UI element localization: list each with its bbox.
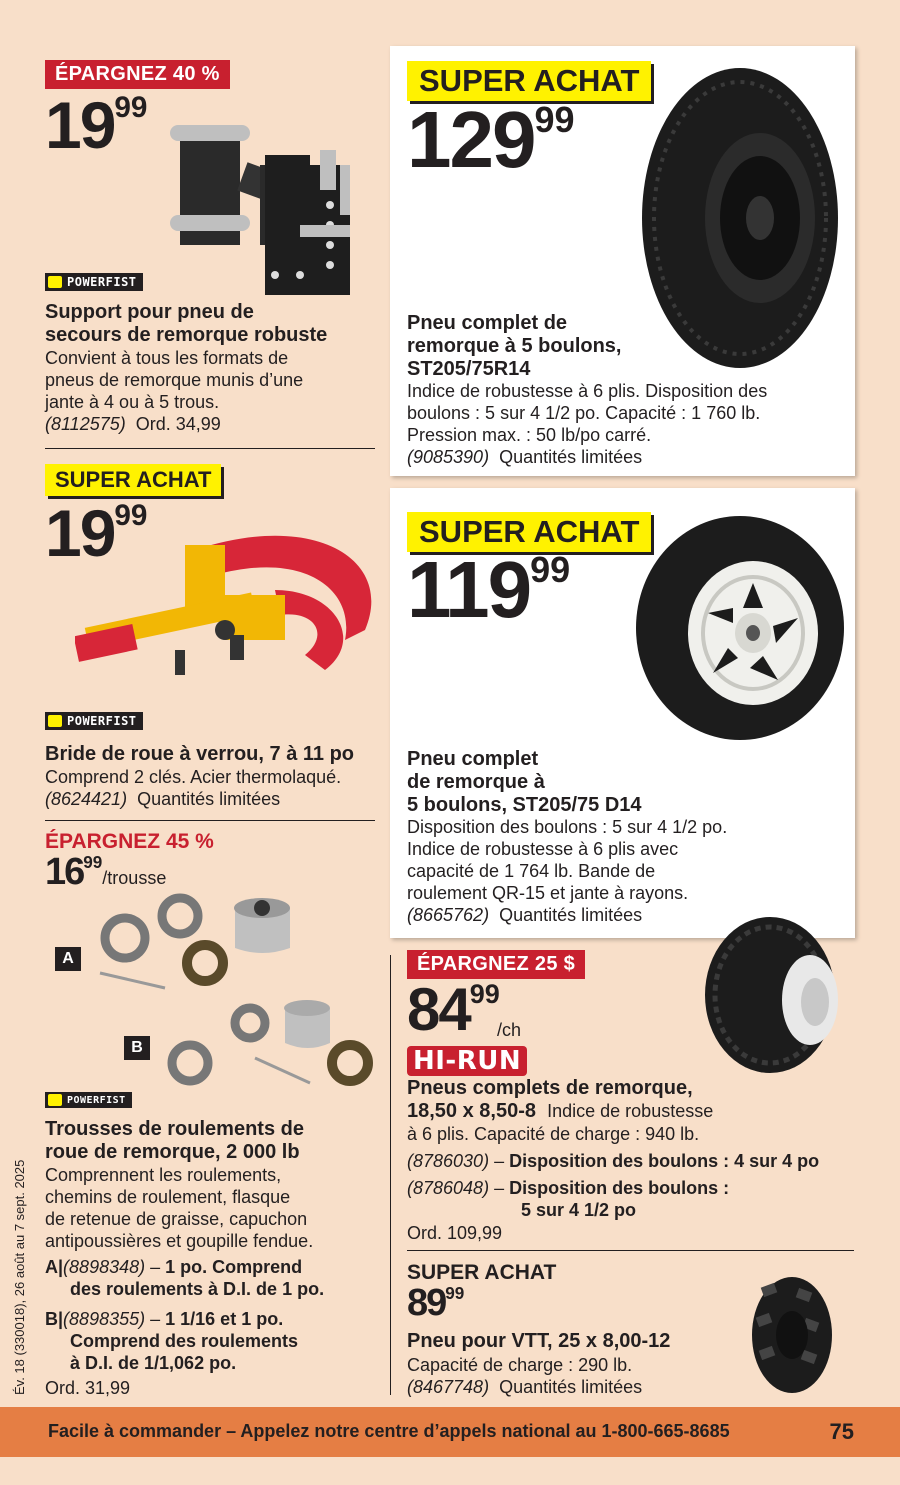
bearing-kits-image xyxy=(90,888,380,1098)
product-description: Comprend 2 clés. Acier thermolaqué. (8624421) Quantités limitées xyxy=(45,767,342,809)
regular-price: Ord. 31,99 xyxy=(45,1378,131,1398)
savings-text: ÉPARGNEZ 45 % xyxy=(45,830,214,853)
product-title: Pneus complets de remorque, 18,50 x 8,50-8 Indice de robustesse xyxy=(407,1077,714,1122)
price: $84^{99}$ xyxy=(407,976,500,1043)
product-title: Pneu pour VTT, 25 x 8,00-12 xyxy=(407,1330,671,1352)
divider xyxy=(407,1250,854,1251)
product-title: Pneu complet de remorque à 5 boulons, ST205/75R14 xyxy=(407,312,622,380)
product-title: Bride de roue à verrou, 7 à 11 po xyxy=(45,743,355,765)
product-description: Disposition des boulons : 5 sur 4 1/2 po. Indice de robustesse à 6 plis avec capacité de 1 764 lb. Bande de roulement QR-15 et jante à rayons. (8665762) Quantités limitées xyxy=(407,817,728,925)
product-description: Comprennent les roulements, chemins de roulement, flasque de retenue de graisse, capuchon antipoussières et goupille fendue. xyxy=(45,1165,314,1251)
sku: (8665762) xyxy=(407,905,490,925)
price: $129^{99}$ xyxy=(407,95,575,184)
availability-note: Quantités limitées xyxy=(499,447,643,467)
product-title: Support pour pneu de secours de remorque robuste xyxy=(45,301,328,346)
product-title: Trousses de roulements de roue de remorque, 2 000 lb xyxy=(45,1118,304,1163)
trailer-tire-spoke-image xyxy=(628,508,850,748)
super-buy-text: SUPER ACHAT xyxy=(407,1261,557,1284)
price: $19^{99}$ xyxy=(45,88,148,162)
brand-logo-powerfist: POWERFIST xyxy=(45,1092,132,1108)
product-description: Indice de robustesse à 6 plis. Disposition des boulons : 5 sur 4 1/2 po. Capacité : 1 760 lb. Pression max. : 50 lb/po carré. (9085390) Quantités limitées xyxy=(407,381,768,467)
availability-note: Quantités limitées xyxy=(499,905,643,925)
super-buy-badge: SUPER ACHAT xyxy=(407,512,651,552)
brand-icon xyxy=(48,276,62,288)
sku: (8112575) xyxy=(45,414,126,434)
price: $119^{99}$ xyxy=(407,545,571,634)
footer-bar xyxy=(0,1407,900,1457)
super-buy-badge: SUPER ACHAT xyxy=(407,61,651,101)
savings-badge: ÉPARGNEZ 40 % xyxy=(45,60,230,89)
price-unit: /ch xyxy=(497,1020,522,1040)
product-description: Convient à tous les formats de pneus de remorque munis d’une jante à 4 ou à 5 trous. (8112575) Ord. 34,99 xyxy=(45,348,304,434)
bolt-option-1: (8786030) – Disposition des boulons : 4 sur 4 po xyxy=(407,1151,820,1171)
page-number: 75 xyxy=(829,1419,854,1444)
utility-tire-image xyxy=(700,910,850,1080)
footer-phone-text: Facile à commander – Appelez notre centre d’appels national au 1-800-665-8685 xyxy=(48,1421,730,1441)
event-note: Év. 18 (330018), 26 août au 7 sept. 2025 xyxy=(12,1159,27,1395)
column-divider xyxy=(390,955,391,1395)
regular-price: Ord. 34,99 xyxy=(135,414,221,434)
sku: (8624421) xyxy=(45,789,128,809)
regular-price: Ord. 109,99 xyxy=(407,1223,503,1243)
price: $16^{99}$/trousse xyxy=(45,851,167,893)
availability-note: Quantités limitées xyxy=(499,1377,643,1397)
savings-badge: ÉPARGNEZ 25 $ xyxy=(407,950,585,979)
brand-logo-hirun: HI-RUN xyxy=(407,1046,527,1076)
kit-label-b: B xyxy=(124,1036,150,1060)
bolt-option-2: (8786048) – Disposition des boulons : 5 sur 4 1/2 po xyxy=(407,1178,730,1220)
sku: (9085390) xyxy=(407,447,490,467)
availability-note: Quantités limitées xyxy=(137,789,281,809)
product-description: à 6 plis. Capacité de charge : 940 lb. xyxy=(407,1124,700,1144)
brand-icon xyxy=(48,715,62,727)
kit-option-a: A|(8898348) – 1 po. Comprend des roulements à D.I. de 1 po. xyxy=(45,1257,325,1299)
divider xyxy=(45,820,375,821)
brand-logo-powerfist: POWERFIST xyxy=(45,712,143,730)
kit-label-a: A xyxy=(55,947,81,971)
divider xyxy=(45,448,375,449)
trailer-tire-image xyxy=(630,58,850,378)
atv-tire-image xyxy=(742,1270,842,1400)
price: $19^{99}$ xyxy=(45,496,148,570)
brand-icon xyxy=(48,1094,62,1106)
wheel-clamp-image xyxy=(75,520,385,685)
super-buy-badge: SUPER ACHAT xyxy=(45,464,221,496)
product-title: Pneu complet de remorque à 5 boulons, ST205/75 D14 xyxy=(407,748,642,816)
spare-tire-carrier-image xyxy=(170,105,380,300)
kit-option-b: B|(8898355) – 1 1/16 et 1 po. Comprend des roulements à D.I. de 1/1,062 po. xyxy=(45,1309,299,1373)
brand-logo-powerfist: POWERFIST xyxy=(45,273,143,291)
price: $89^{99}$ xyxy=(407,1282,465,1324)
sku: (8467748) xyxy=(407,1377,490,1397)
product-description: Capacité de charge : 290 lb. (8467748) Quantités limitées xyxy=(407,1355,643,1397)
